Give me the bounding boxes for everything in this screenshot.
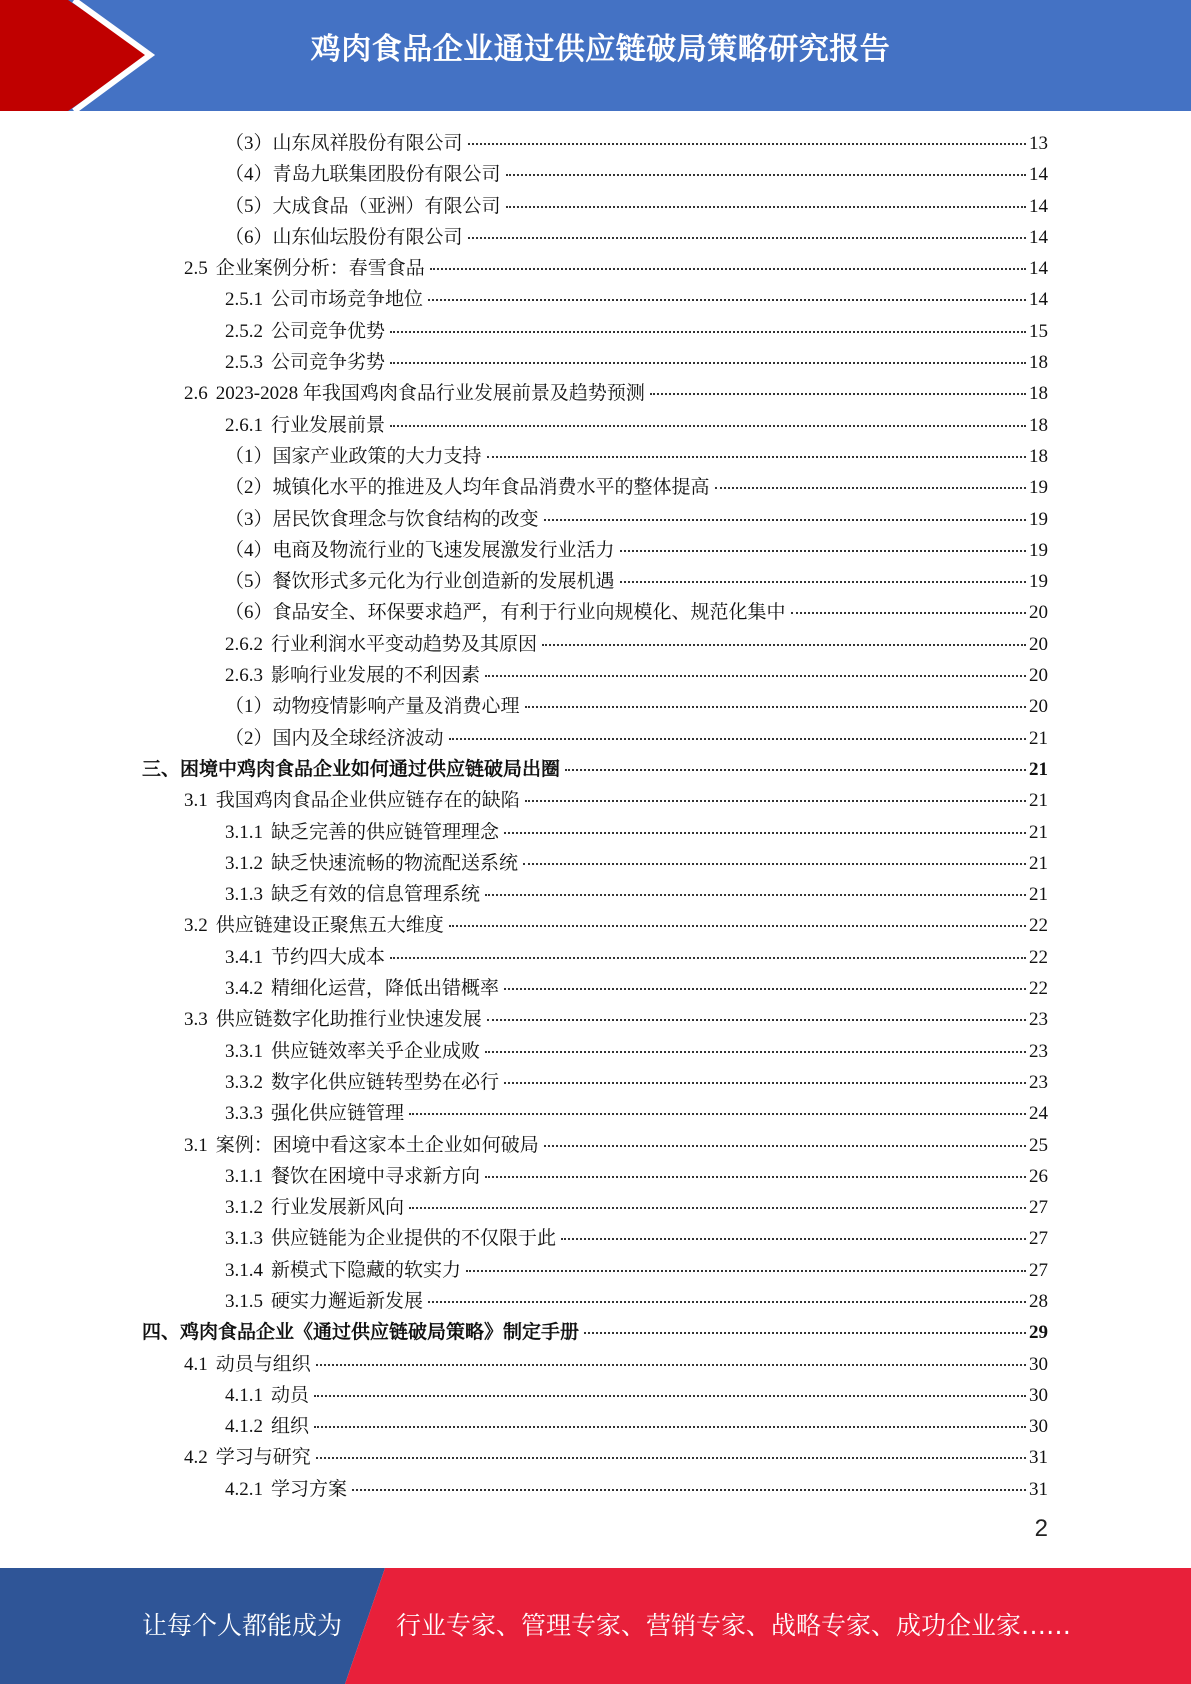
toc-entry-number: 4.1.2 xyxy=(225,1416,263,1438)
toc-dot-leader xyxy=(485,894,1026,896)
toc-entry-number: 3.3 xyxy=(184,1009,208,1031)
toc-entry-number: 2.5.2 xyxy=(225,320,263,342)
toc-entry-page: 15 xyxy=(1029,320,1048,342)
toc-entry[interactable] xyxy=(0,597,1191,628)
toc-entry[interactable] xyxy=(0,347,1191,378)
toc-entry[interactable] xyxy=(0,441,1191,472)
toc-dot-leader xyxy=(487,1019,1026,1021)
toc-entry-title: 学习与研究 xyxy=(215,1447,311,1469)
toc-entry-page: 19 xyxy=(1029,477,1048,499)
toc-entry-number: 3.3.1 xyxy=(225,1040,263,1062)
footer-slogan-left: 让每个人都能成为 xyxy=(142,1611,343,1640)
footer-band xyxy=(0,1568,1191,1684)
toc-entry-title: 三、困境中鸡肉食品企业如何通过供应链破局出圈 xyxy=(142,758,561,780)
toc-dot-leader xyxy=(485,1051,1026,1053)
toc-entry-number: 2.5.1 xyxy=(225,289,263,311)
toc-entry[interactable] xyxy=(0,191,1191,222)
toc-entry-page: 21 xyxy=(1029,758,1048,780)
toc-entry-title: 缺乏有效的信息管理系统 xyxy=(271,884,481,906)
toc-entry-number: 3.1 xyxy=(184,790,208,812)
toc-entry-title: 大成食品（亚洲）有限公司 xyxy=(272,195,501,217)
toc-entry[interactable] xyxy=(0,848,1191,879)
toc-entry[interactable] xyxy=(0,284,1191,315)
toc-entry-title: 硬实力邂逅新发展 xyxy=(271,1290,424,1312)
toc-entry-title: 节约四大成本 xyxy=(271,946,386,968)
toc-dot-leader xyxy=(506,206,1026,208)
toc-entry-page: 24 xyxy=(1029,1103,1048,1125)
toc-entry[interactable] xyxy=(0,1098,1191,1129)
toc-dot-leader xyxy=(487,456,1026,458)
toc-entry-page: 27 xyxy=(1029,1228,1048,1250)
toc-entry[interactable] xyxy=(0,410,1191,441)
toc-entry-page: 23 xyxy=(1029,1009,1048,1031)
toc-entry-page: 19 xyxy=(1029,571,1048,593)
toc-entry-page: 14 xyxy=(1029,289,1048,311)
header-band xyxy=(0,0,1191,111)
toc-dot-leader xyxy=(485,1176,1026,1178)
toc-entry-number: 3.1.3 xyxy=(225,1228,263,1250)
toc-entry-number: 3.1.3 xyxy=(225,884,263,906)
toc-entry[interactable] xyxy=(0,1349,1191,1380)
toc-entry-number: 3.1 xyxy=(184,1134,208,1156)
toc-entry[interactable] xyxy=(0,535,1191,566)
toc-entry-page: 20 xyxy=(1029,633,1048,655)
toc-entry-page: 20 xyxy=(1029,665,1048,687)
toc-entry-number: （3） xyxy=(225,133,273,154)
toc-entry-page: 23 xyxy=(1029,1071,1048,1093)
toc-entry-title: 动员 xyxy=(271,1384,310,1406)
toc-dot-leader xyxy=(620,581,1026,583)
toc-entry-page: 19 xyxy=(1029,539,1048,561)
toc-entry-page: 21 xyxy=(1029,884,1048,906)
toc-dot-leader xyxy=(428,1301,1026,1303)
toc-dot-leader xyxy=(525,706,1026,708)
toc-entry-number: （2） xyxy=(225,477,273,499)
toc-dot-leader xyxy=(542,644,1026,646)
toc-entry-title: 缺乏完善的供应链管理理念 xyxy=(271,821,500,843)
report-title: 鸡肉食品企业通过供应链破局策略研究报告 xyxy=(310,32,891,67)
toc-entry[interactable] xyxy=(0,1380,1191,1411)
toc-dot-leader xyxy=(430,268,1026,270)
toc-entry-number: 2.6.2 xyxy=(225,633,263,655)
toc-entry-title: 公司竞争劣势 xyxy=(271,352,386,374)
toc-entry-page: 20 xyxy=(1029,602,1048,624)
toc-dot-leader xyxy=(565,769,1026,771)
toc-dot-leader xyxy=(409,1113,1026,1115)
toc-entry-title: 我国鸡肉食品企业供应链存在的缺陷 xyxy=(215,790,520,812)
toc-entry[interactable] xyxy=(0,817,1191,848)
toc-dot-leader xyxy=(316,1364,1026,1366)
toc-entry-title: 国家产业政策的大力支持 xyxy=(272,445,482,467)
toc-entry-page: 21 xyxy=(1029,790,1048,812)
toc-entry-page: 30 xyxy=(1029,1416,1048,1438)
toc-dot-leader xyxy=(390,957,1026,959)
toc-entry[interactable] xyxy=(0,660,1191,691)
toc-entry[interactable] xyxy=(0,1192,1191,1223)
toc-entry-title: 公司竞争优势 xyxy=(271,320,386,342)
toc-entry[interactable] xyxy=(0,222,1191,253)
toc-dot-leader xyxy=(390,425,1026,427)
toc-entry[interactable] xyxy=(0,1442,1191,1473)
toc-entry-number: 3.4.1 xyxy=(225,946,263,968)
toc-entry-title: 影响行业发展的不利因素 xyxy=(271,665,481,687)
toc-entry-page: 19 xyxy=(1029,508,1048,530)
toc-entry-number: 4.2.1 xyxy=(225,1478,263,1500)
toc-dot-leader xyxy=(544,1145,1026,1147)
toc-entry-number: （3） xyxy=(225,508,273,530)
toc-entry-number: 2.5 xyxy=(184,258,208,280)
toc-entry-title: 动员与组织 xyxy=(215,1353,311,1375)
toc-entry-title: 案例：困境中看这家本土企业如何破局 xyxy=(215,1134,539,1156)
toc-entry-number: （2） xyxy=(225,727,273,749)
toc-entry-page: 30 xyxy=(1029,1353,1048,1375)
toc-entry-page: 22 xyxy=(1029,946,1048,968)
toc-entry-title: 动物疫情影响产量及消费心理 xyxy=(272,696,520,718)
toc-entry-title: 强化供应链管理 xyxy=(271,1103,405,1125)
toc-dot-leader xyxy=(468,143,1026,145)
toc-entry-title: 数字化供应链转型势在必行 xyxy=(271,1071,500,1093)
toc-dot-leader xyxy=(352,1489,1026,1491)
toc-dot-leader xyxy=(390,331,1026,333)
toc-dot-leader xyxy=(504,1082,1026,1084)
toc-entry-page: 29 xyxy=(1029,1322,1048,1344)
toc-entry-number: 3.1.1 xyxy=(225,821,263,843)
toc-entry-title: 餐饮形式多元化为行业创造新的发展机遇 xyxy=(272,571,615,593)
toc-entry[interactable] xyxy=(0,1317,1191,1348)
toc-entry[interactable] xyxy=(0,691,1191,722)
toc-entry[interactable] xyxy=(0,316,1191,347)
toc-entry-number: 4.2 xyxy=(184,1447,208,1469)
toc-entry-number: 2.6 xyxy=(184,383,208,405)
toc-entry[interactable] xyxy=(0,128,1191,159)
toc-entry-number: （1） xyxy=(225,445,273,467)
toc-entry-title: 缺乏快速流畅的物流配送系统 xyxy=(271,852,519,874)
page-number: 2 xyxy=(1034,1515,1048,1542)
toc-entry-number: （4） xyxy=(225,539,273,561)
table-of-contents xyxy=(0,128,1191,1505)
toc-entry-number: 2.5.3 xyxy=(225,352,263,374)
toc-dot-leader xyxy=(561,1238,1026,1240)
toc-entry[interactable] xyxy=(0,253,1191,284)
toc-dot-leader xyxy=(791,612,1026,614)
toc-entry-title: 居民饮食理念与饮食结构的改变 xyxy=(272,508,539,530)
toc-entry-number: （4） xyxy=(225,164,273,186)
toc-entry-page: 31 xyxy=(1029,1447,1048,1469)
toc-entry-page: 18 xyxy=(1029,383,1048,405)
toc-entry[interactable] xyxy=(0,723,1191,754)
toc-entry-page: 21 xyxy=(1029,821,1048,843)
toc-entry-title: 电商及物流行业的飞速发展激发行业活力 xyxy=(272,539,615,561)
toc-entry[interactable] xyxy=(0,1223,1191,1254)
toc-dot-leader xyxy=(468,237,1026,239)
toc-dot-leader xyxy=(523,863,1026,865)
toc-entry-page: 21 xyxy=(1029,727,1048,749)
toc-dot-leader xyxy=(506,174,1026,176)
toc-entry[interactable] xyxy=(0,1004,1191,1035)
toc-entry[interactable] xyxy=(0,1255,1191,1286)
toc-entry[interactable] xyxy=(0,1067,1191,1098)
toc-dot-leader xyxy=(504,988,1026,990)
toc-entry[interactable] xyxy=(0,785,1191,816)
toc-entry-title: 供应链效率关乎企业成败 xyxy=(271,1040,481,1062)
toc-entry-title: 精细化运营，降低出错概率 xyxy=(271,978,500,1000)
toc-dot-leader xyxy=(584,1332,1026,1334)
toc-entry-number: （6） xyxy=(225,226,273,248)
toc-entry[interactable] xyxy=(0,942,1191,973)
toc-dot-leader xyxy=(316,1457,1026,1459)
toc-dot-leader xyxy=(525,800,1026,802)
toc-entry[interactable] xyxy=(0,910,1191,941)
toc-entry-title: 山东凤祥股份有限公司 xyxy=(272,133,463,154)
toc-entry[interactable] xyxy=(0,629,1191,660)
toc-entry-page: 21 xyxy=(1029,852,1048,874)
toc-entry-number: 2.6.1 xyxy=(225,414,263,436)
toc-entry-page: 18 xyxy=(1029,352,1048,374)
toc-entry-number: 4.1 xyxy=(184,1353,208,1375)
toc-entry[interactable] xyxy=(0,1474,1191,1505)
toc-entry[interactable] xyxy=(0,378,1191,409)
toc-entry[interactable] xyxy=(0,1036,1191,1067)
toc-entry-page: 14 xyxy=(1029,164,1048,186)
toc-entry-number: （5） xyxy=(225,195,273,217)
toc-entry[interactable] xyxy=(0,1130,1191,1161)
toc-entry-number: 3.1.4 xyxy=(225,1259,263,1281)
toc-entry-number: 2.6.3 xyxy=(225,665,263,687)
toc-entry-title: 行业利润水平变动趋势及其原因 xyxy=(271,633,538,655)
header-red-chevron xyxy=(0,0,150,111)
toc-entry-title: 公司市场竞争地位 xyxy=(271,289,424,311)
toc-entry-number: 3.2 xyxy=(184,915,208,937)
toc-entry[interactable] xyxy=(0,566,1191,597)
toc-entry[interactable] xyxy=(0,504,1191,535)
toc-entry[interactable] xyxy=(0,472,1191,503)
toc-entry-number: 3.1.1 xyxy=(225,1165,263,1187)
toc-entry[interactable] xyxy=(0,879,1191,910)
toc-entry-number: （6） xyxy=(225,602,273,624)
toc-entry-title: 组织 xyxy=(271,1416,310,1438)
toc-dot-leader xyxy=(390,362,1026,364)
toc-dot-leader xyxy=(428,299,1026,301)
toc-dot-leader xyxy=(504,832,1026,834)
toc-entry-title: 四、鸡肉食品企业《通过供应链破局策略》制定手册 xyxy=(142,1322,580,1344)
toc-entry-number: 3.3.2 xyxy=(225,1071,263,1093)
toc-entry-page: 31 xyxy=(1029,1478,1048,1500)
toc-entry-title: 企业案例分析：春雪食品 xyxy=(215,258,425,280)
toc-entry-title: 新模式下隐藏的软实力 xyxy=(271,1259,462,1281)
toc-entry-number: （5） xyxy=(225,571,273,593)
toc-entry-number: 3.1.2 xyxy=(225,852,263,874)
toc-entry-number: 3.4.2 xyxy=(225,978,263,1000)
toc-entry[interactable] xyxy=(0,1286,1191,1317)
toc-entry[interactable] xyxy=(0,159,1191,190)
toc-entry-title: 国内及全球经济波动 xyxy=(272,727,444,749)
toc-entry-number: 3.1.5 xyxy=(225,1290,263,1312)
toc-entry-page: 23 xyxy=(1029,1040,1048,1062)
toc-dot-leader xyxy=(650,393,1026,395)
toc-entry-title: 青岛九联集团股份有限公司 xyxy=(272,164,501,186)
toc-dot-leader xyxy=(620,550,1026,552)
toc-entry-number: 3.1.2 xyxy=(225,1197,263,1219)
toc-entry-title: 城镇化水平的推进及人均年食品消费水平的整体提高 xyxy=(272,477,710,499)
toc-entry-title: 行业发展前景 xyxy=(271,414,386,436)
toc-dot-leader xyxy=(544,519,1026,521)
toc-entry[interactable] xyxy=(0,973,1191,1004)
toc-dot-leader xyxy=(314,1426,1026,1428)
toc-entry-page: 27 xyxy=(1029,1259,1048,1281)
toc-entry-page: 27 xyxy=(1029,1197,1048,1219)
toc-entry-page: 14 xyxy=(1029,258,1048,280)
toc-dot-leader xyxy=(715,487,1026,489)
toc-entry-title: 山东仙坛股份有限公司 xyxy=(272,226,463,248)
toc-entry-title: 2023-2028 年我国鸡肉食品行业发展前景及趋势预测 xyxy=(215,383,645,405)
toc-dot-leader xyxy=(449,738,1026,740)
toc-dot-leader xyxy=(449,925,1026,927)
toc-entry-number: （1） xyxy=(225,696,273,718)
toc-entry-page: 13 xyxy=(1029,133,1048,154)
toc-entry[interactable] xyxy=(0,754,1191,785)
toc-entry-title: 供应链数字化助推行业快速发展 xyxy=(215,1009,482,1031)
toc-entry-page: 26 xyxy=(1029,1165,1048,1187)
toc-entry-page: 25 xyxy=(1029,1134,1048,1156)
toc-entry[interactable] xyxy=(0,1411,1191,1442)
toc-dot-leader xyxy=(409,1207,1026,1209)
toc-entry-page: 22 xyxy=(1029,915,1048,937)
toc-entry-title: 供应链能为企业提供的不仅限于此 xyxy=(271,1228,557,1250)
toc-entry-page: 30 xyxy=(1029,1384,1048,1406)
toc-entry-title: 供应链建设正聚焦五大维度 xyxy=(215,915,444,937)
toc-entry-page: 22 xyxy=(1029,978,1048,1000)
toc-entry-title: 行业发展新风向 xyxy=(271,1197,405,1219)
toc-dot-leader xyxy=(485,675,1026,677)
toc-dot-leader xyxy=(466,1270,1026,1272)
footer-slogan-right: 行业专家、管理专家、营销专家、战略专家、成功企业家…… xyxy=(396,1611,1072,1640)
toc-entry-page: 18 xyxy=(1029,414,1048,436)
toc-entry-title: 食品安全、环保要求趋严，有利于行业向规模化、规范化集中 xyxy=(272,602,786,624)
toc-entry-title: 餐饮在困境中寻求新方向 xyxy=(271,1165,481,1187)
toc-entry-page: 14 xyxy=(1029,195,1048,217)
toc-entry[interactable] xyxy=(0,1161,1191,1192)
toc-entry-number: 4.1.1 xyxy=(225,1384,263,1406)
toc-dot-leader xyxy=(314,1395,1026,1397)
toc-entry-number: 3.3.3 xyxy=(225,1103,263,1125)
toc-entry-page: 20 xyxy=(1029,696,1048,718)
toc-entry-page: 28 xyxy=(1029,1290,1048,1312)
toc-entry-title: 学习方案 xyxy=(271,1478,348,1500)
toc-entry-page: 18 xyxy=(1029,445,1048,467)
toc-entry-page: 14 xyxy=(1029,226,1048,248)
